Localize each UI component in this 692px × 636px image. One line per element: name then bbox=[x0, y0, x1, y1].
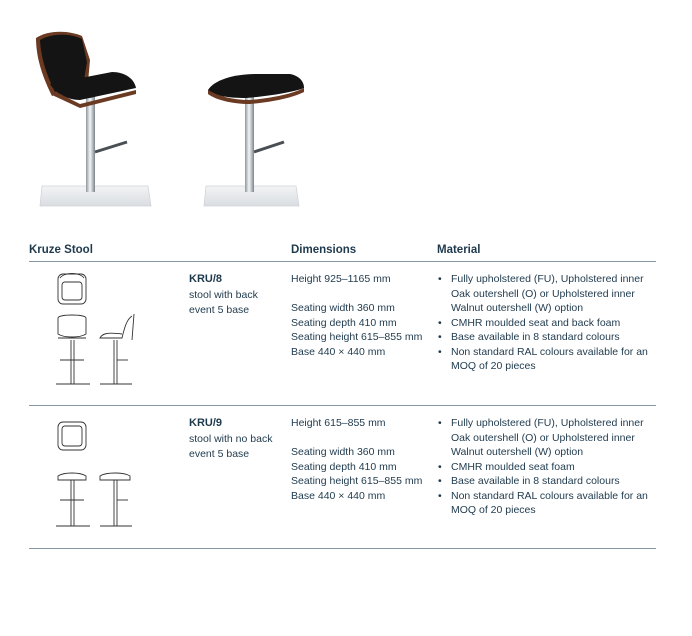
seating-depth-spec: Seating depth 410 mm bbox=[291, 316, 397, 329]
kru8-technical-drawing bbox=[50, 268, 140, 388]
seating-width-spec: Seating width 360 mm bbox=[291, 302, 395, 314]
header-rule bbox=[29, 261, 656, 262]
dimensions-list bbox=[291, 272, 422, 359]
base-spec: Base 440 × 440 mm bbox=[291, 345, 386, 358]
product-name-header: Kruze Stool bbox=[29, 244, 93, 256]
height-spec: Height 925–1165 mm bbox=[291, 273, 391, 285]
material-item: • Fully upholstered (FU), Upholstered inner Oak outershell (O) or Upholstered inner Walnut outershell (W) option bbox=[437, 416, 652, 460]
kru9-technical-drawing bbox=[50, 414, 140, 534]
material-item: • Non standard RAL colours available for an MOQ of 20 pieces bbox=[437, 489, 652, 518]
product-description: stool with back event 5 base bbox=[189, 289, 258, 316]
material-item: • CMHR moulded seat and back foam bbox=[437, 316, 652, 331]
seating-depth-spec: Seating depth 410 mm bbox=[291, 460, 397, 473]
material-list bbox=[437, 416, 652, 518]
material-item: • Base available in 8 standard colours bbox=[437, 474, 652, 489]
material-header: Material bbox=[437, 244, 481, 256]
dimensions-list bbox=[291, 416, 422, 503]
product-code: KRU/9 bbox=[189, 417, 223, 429]
stool-with-back-photo bbox=[36, 32, 151, 206]
product-code: KRU/8 bbox=[189, 273, 223, 285]
stool-no-back-photo bbox=[204, 74, 304, 206]
material-item: • Base available in 8 standard colours bbox=[437, 330, 652, 345]
base-spec: Base 440 × 440 mm bbox=[291, 489, 386, 502]
seating-width-spec: Seating width 360 mm bbox=[291, 446, 395, 458]
product-description: stool with no back event 5 base bbox=[189, 433, 273, 460]
seating-height-spec: Seating height 615–855 mm bbox=[291, 475, 423, 487]
material-item: • Fully upholstered (FU), Upholstered inner Oak outershell (O) or Upholstered inner Walnut outershell (W) option bbox=[437, 272, 652, 316]
product-photos bbox=[0, 0, 692, 230]
row-divider bbox=[29, 405, 656, 406]
table-bottom-rule bbox=[29, 548, 656, 549]
dimensions-header: Dimensions bbox=[291, 244, 357, 256]
material-item: • CMHR moulded seat foam bbox=[437, 460, 652, 475]
material-item: • Non standard RAL colours available for an MOQ of 20 pieces bbox=[437, 345, 652, 374]
height-spec: Height 615–855 mm bbox=[291, 417, 386, 429]
material-list bbox=[437, 272, 652, 374]
seating-height-spec: Seating height 615–855 mm bbox=[291, 331, 423, 343]
